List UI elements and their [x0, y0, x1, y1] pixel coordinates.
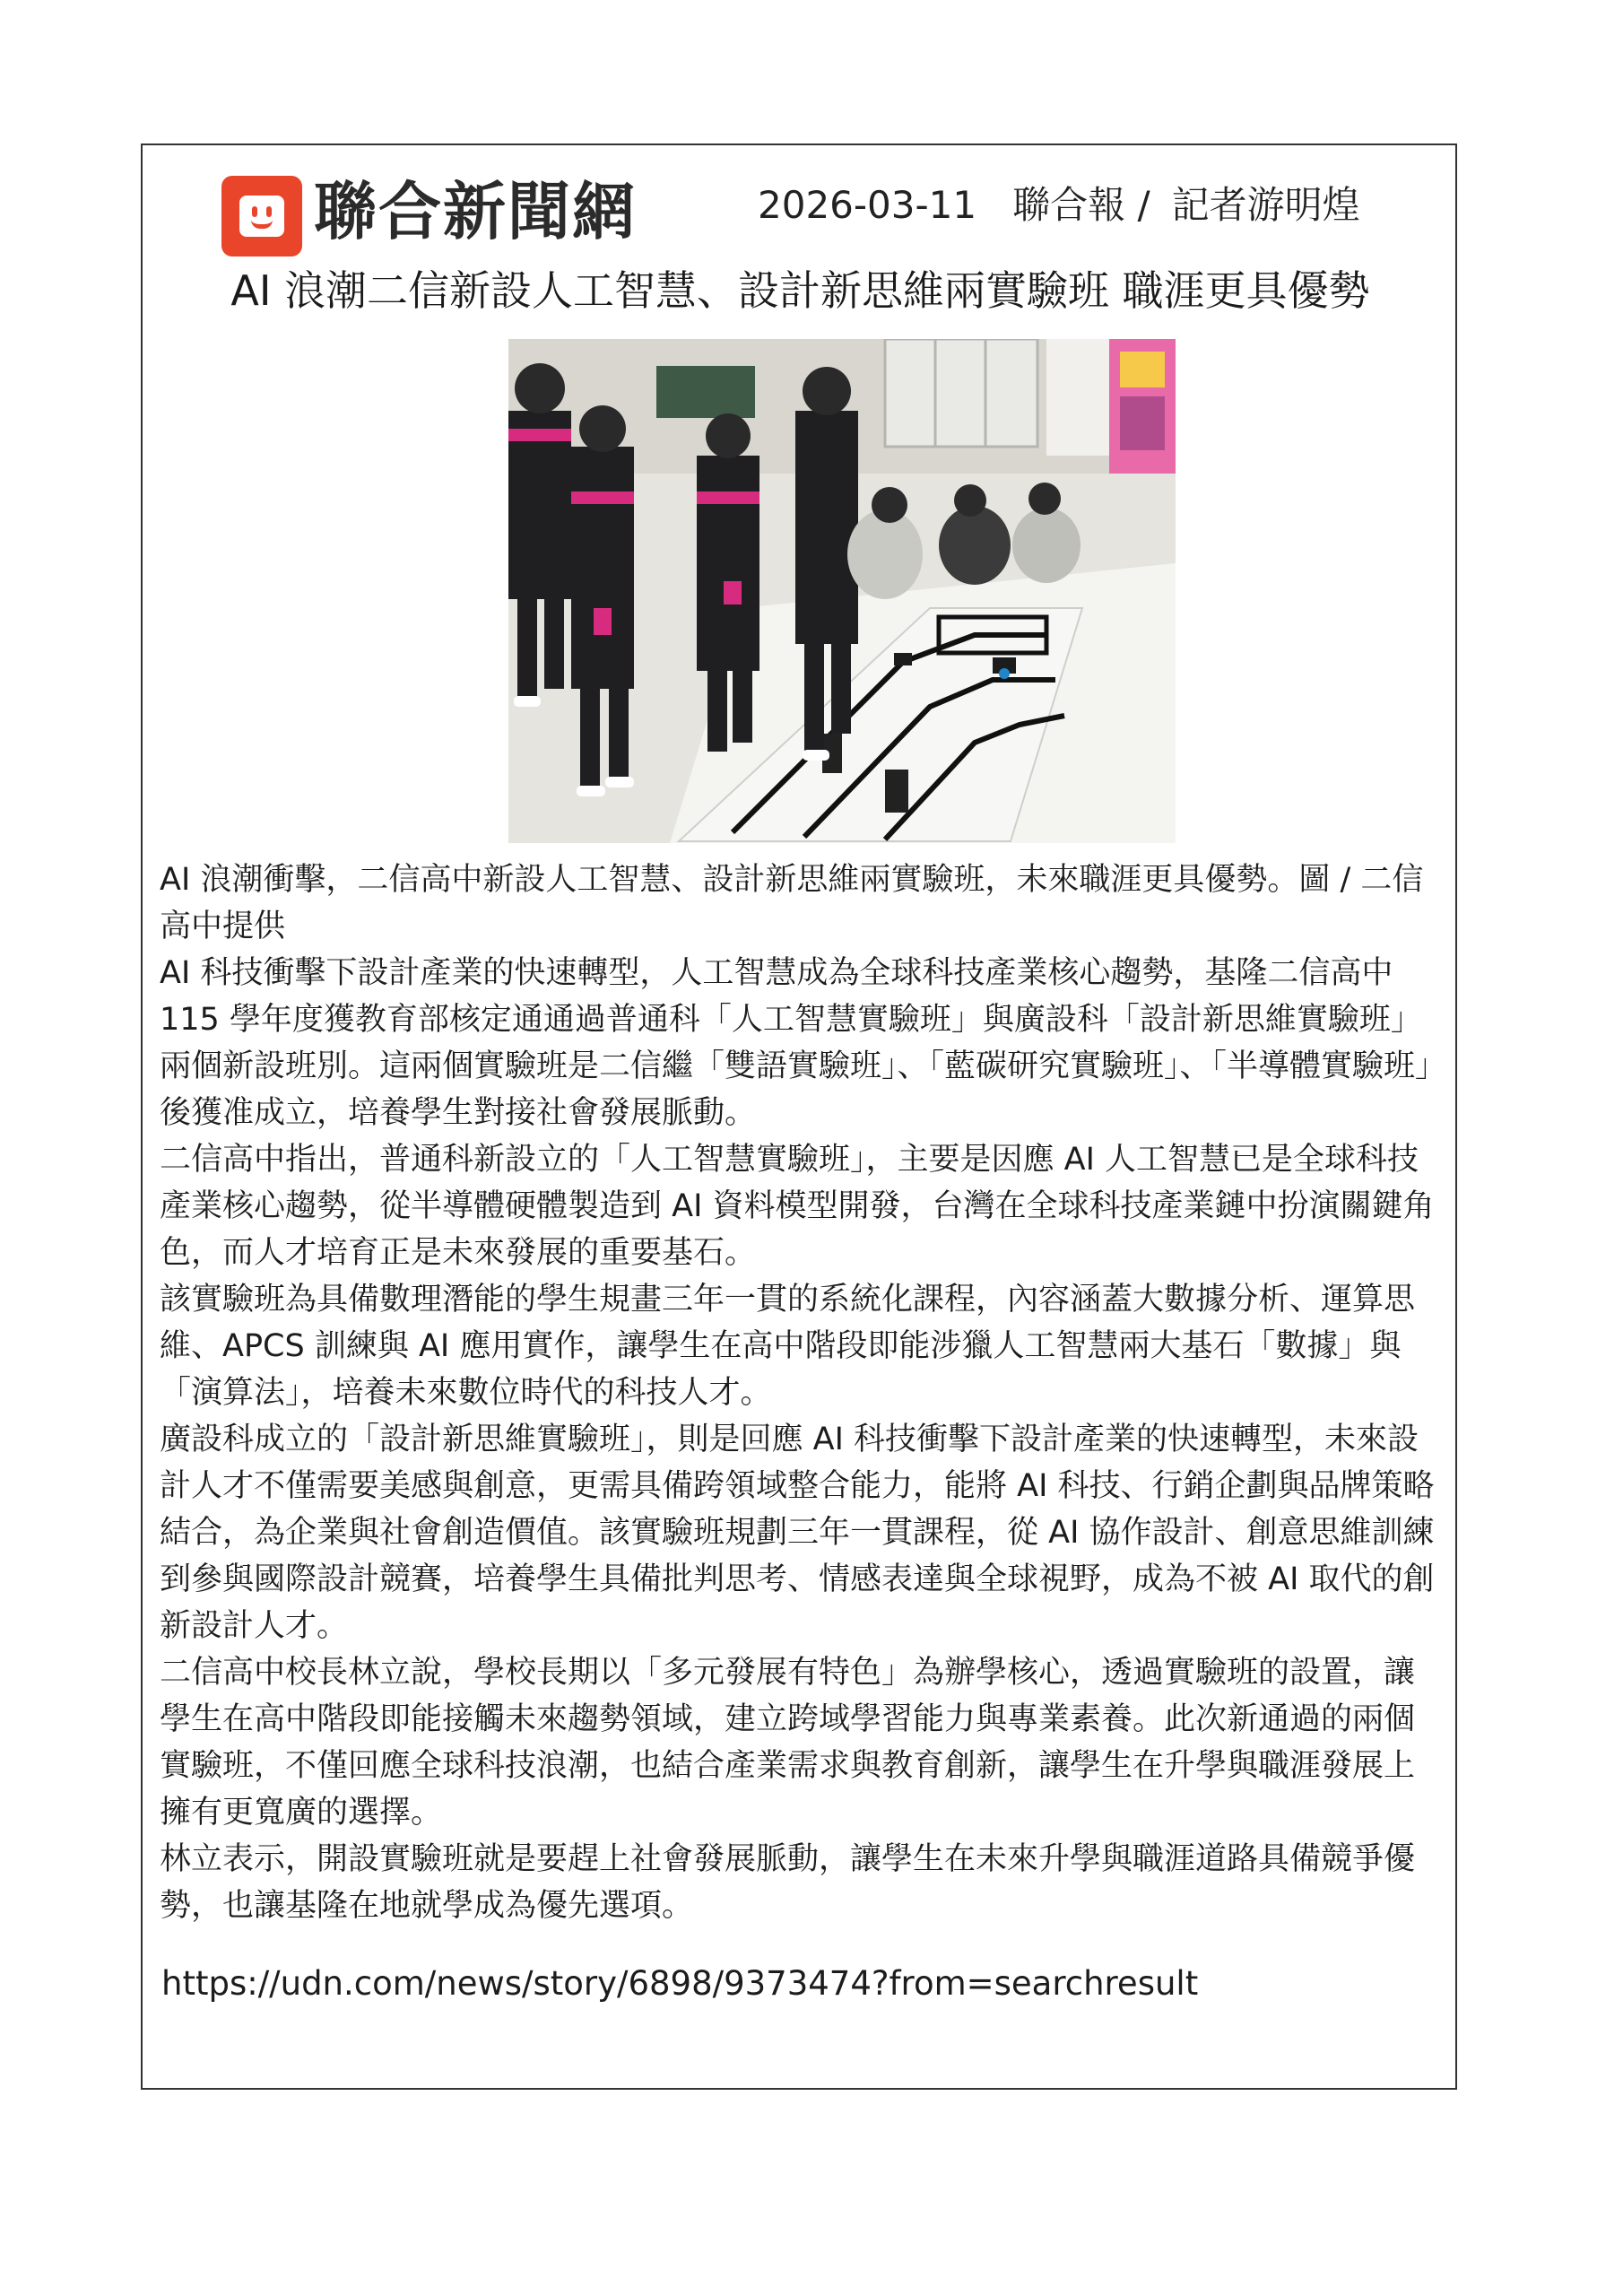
reporter: 記者游明煌 — [1171, 183, 1360, 227]
site-brand: 聯合新聞網 — [314, 175, 637, 248]
article-paragraph-3: 該實驗班為具備數理潛能的學生規畫三年一貫的系統化課程，內容涵蓋大數據分析、運算思維、APCS 訓練與 AI 應用實作，讓學生在高中階段即能涉獵人工智慧兩大基石「數據」與「演算法」，培養未來數位時代的科技人才。 — [160, 1282, 1416, 1411]
article-paragraph-1: AI 科技衝擊下設計產業的快速轉型，人工智慧成為全球科技產業核心趨勢，基隆二信高中 115 學年度獲教育部核定通通過普通科「人工智慧實驗班」與廣設科「設計新思維實驗班」兩個新設班別。這兩個實驗班是二信繼「雙語實驗班」、「藍碳研究實驗班」、「半導體實驗班」後獲准成立，培養學生對接社會發展脈動。 — [160, 955, 1431, 1131]
article-paragraph-2: 二信高中指出，普通科新設立的「人工智慧實驗班」，主要是因應 AI 人工智慧已是全球科技產業核心趨勢，從半導體硬體製造到 AI 資料模型開發，台灣在全球科技產業鏈中扮演關鍵角色，而人才培育正是未來發展的重要基石。 — [160, 1142, 1435, 1271]
article-paragraph-4: 廣設科成立的「設計新思維實驗班」，則是回應 AI 科技衝擊下設計產業的快速轉型，未來設計人才不僅需要美感與創意，更需具備跨領域整合能力，能將 AI 科技、行銷企劃與品牌策略結合，為企業與社會創造價值。該實驗班規劃三年一貫課程，從 AI 協作設計、創意思維訓練到參與國際設計競賽，培養學生具備批判思考、情感表達與全球視野，成為不被 AI 取代的創新設計人才。 — [160, 1422, 1435, 1644]
article-url: https://udn.com/news/story/6898/9373474?from=searchresult — [161, 1964, 1199, 2003]
udn-logo-icon — [221, 176, 302, 257]
article-headline: AI 浪潮二信新設人工智慧、設計新思維兩實驗班 職涯更具優勢 — [230, 266, 1370, 315]
article-body — [160, 857, 1442, 1929]
photo-caption: AI 浪潮衝擊，二信高中新設人工智慧、設計新思維兩實驗班，未來職涯更具優勢。圖 / 二信高中提供 — [160, 862, 1424, 944]
classroom-photo-illustration — [508, 339, 1176, 843]
publish-date: 2026-03-11 — [758, 183, 977, 227]
byline — [758, 181, 1360, 230]
article-paragraph-6: 林立表示，開設實驗班就是要趕上社會發展脈動，讓學生在未來升學與職涯道路具備競爭優勢，也讓基隆在地就學成為優先選項。 — [160, 1841, 1416, 1924]
article-paragraph-5: 二信高中校長林立說，學校長期以「多元發展有特色」為辦學核心，透過實驗班的設置，讓學生在高中階段即能接觸未來趨勢領域，建立跨域學習能力與專業素養。此次新通過的兩個實驗班，不僅回應全球科技浪潮，也結合產業需求與教育創新，讓學生在升學與職涯發展上擁有更寬廣的選擇。 — [160, 1655, 1416, 1831]
news-source: 聯合報 / — [1012, 183, 1150, 227]
classroom-photo — [508, 339, 1176, 843]
